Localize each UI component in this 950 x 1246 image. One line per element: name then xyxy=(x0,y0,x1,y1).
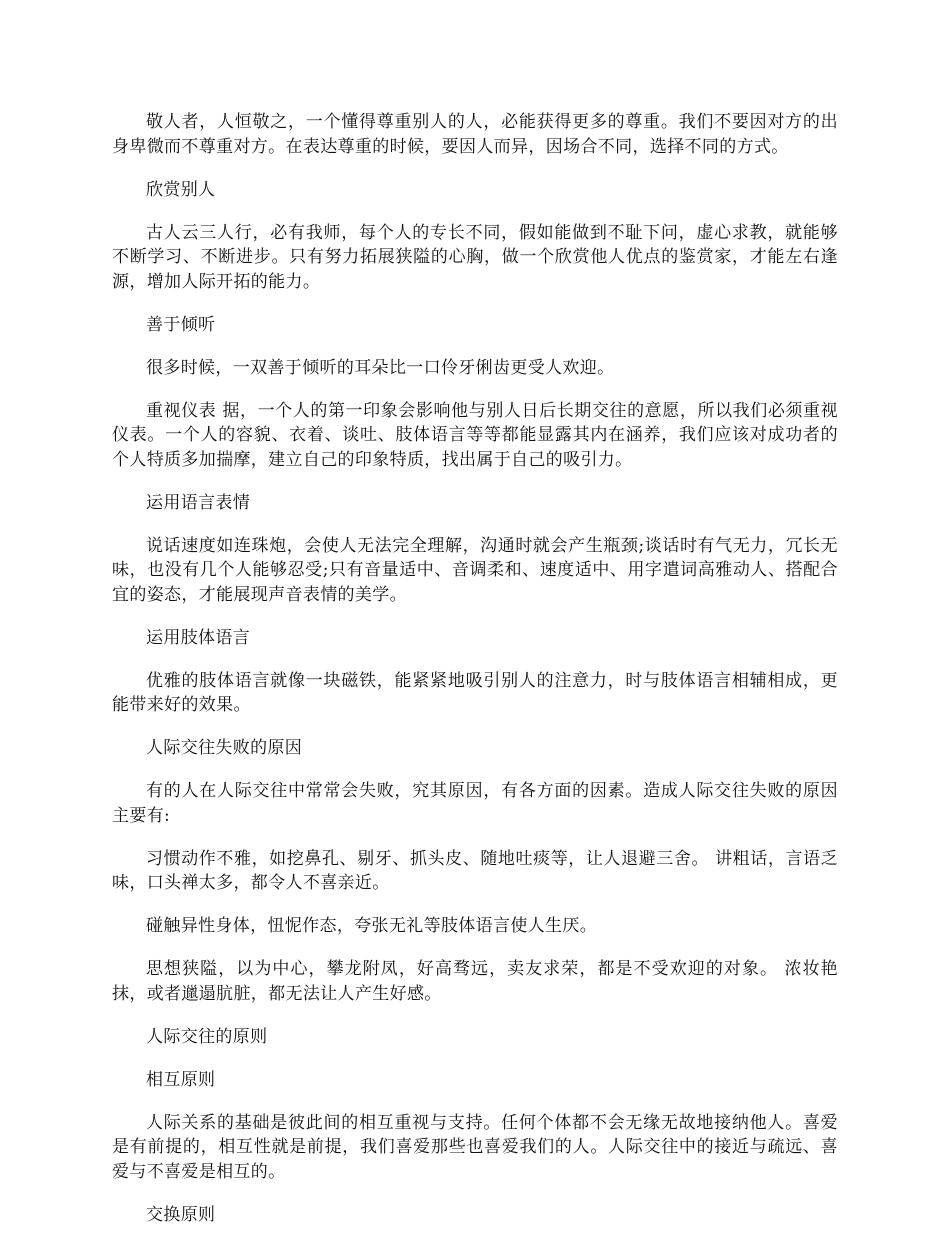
heading-principles: 人际交往的原则 xyxy=(146,1026,268,1047)
paragraph-mutual-principle: 人际关系的基础是彼此间的相互重视与支持。任何个体都不会无缘无故地接纳他人。喜爱是有前提的，相互性就是前提，我们喜爱那些也喜爱我们的人。人际交往中的接近与疏远、喜爱与不喜爱是相互的。 xyxy=(112,1112,838,1182)
paragraph-failure-narrow-mind: 思想狭隘，以为中心，攀龙附凤，好高骛远，卖友求荣，都是不受欢迎的对象。 浓妆艳抹，或者邋遢肮脏，都无法让人产生好感。 xyxy=(112,959,838,1004)
heading-exchange-principle: 交换原则 xyxy=(146,1204,216,1225)
heading-voice-expression: 运用语言表情 xyxy=(146,492,251,513)
paragraph-good-listener: 很多时候，一双善于倾听的耳朵比一口伶牙俐齿更受人欢迎。 xyxy=(146,357,615,378)
heading-failure-reasons: 人际交往失败的原因 xyxy=(146,738,303,758)
heading-appreciate-others: 欣赏别人 xyxy=(146,179,216,200)
paragraph-failure-intro: 有的人在人际交往中常常会失败，究其原因，有各方面的因素。造成人际交往失败的原因主要有: xyxy=(112,781,838,826)
heading-good-listener: 善于倾听 xyxy=(146,314,216,335)
heading-mutual-principle: 相互原则 xyxy=(146,1069,216,1090)
paragraph-respect: 敬人者，人恒敬之，一个懂得尊重别人的人，必能获得更多的尊重。我们不要因对方的出身卑微而不尊重对方。在表达尊重的时候，要因人而异，因场合不同，选择不同的方式。 xyxy=(112,112,838,157)
paragraph-appearance: 重视仪表 据，一个人的第一印象会影响他与别人日后长期交往的意愿，所以我们必须重视仪表。一个人的容貌、衣着、谈吐、肢体语言等等都能显露其内在涵养，我们应该对成功者的个人特质多加揣摩，建立自己的印象特质，找出属于自己的吸引力。 xyxy=(112,400,838,470)
paragraph-voice-expression: 说话速度如连珠炮，会使人无法完全理解，沟通时就会产生瓶颈;谈话时有气无力，冗长无味，也没有几个人能够忍受;只有音量适中、音调柔和、速度适中、用字遣词高雅动人、搭配合宜的姿态，才能展现声音表情的美学。 xyxy=(112,535,838,605)
document-page xyxy=(112,110,838,1246)
paragraph-failure-habits: 习惯动作不雅，如挖鼻孔、剔牙、抓头皮、随地吐痰等，让人退避三舍。 讲粗话，言语乏味，口头禅太多，都令人不喜亲近。 xyxy=(112,848,838,893)
paragraph-appreciate-others: 古人云三人行，必有我师，每个人的专长不同，假如能做到不耻下问，虚心求教，就能够不断学习、不断进步。只有努力拓展狭隘的心胸，做一个欣赏他人优点的鉴赏家，才能左右逢源，增加人际开拓的能力。 xyxy=(112,222,838,292)
paragraph-body-language: 优雅的肢体语言就像一块磁铁，能紧紧地吸引别人的注意力，时与肢体语言相辅相成，更能带来好的效果。 xyxy=(112,670,838,715)
paragraph-failure-contact: 碰触异性身体，忸怩作态，夸张无礼等肢体语言使人生厌。 xyxy=(146,916,598,936)
heading-body-language: 运用肢体语言 xyxy=(146,627,251,648)
